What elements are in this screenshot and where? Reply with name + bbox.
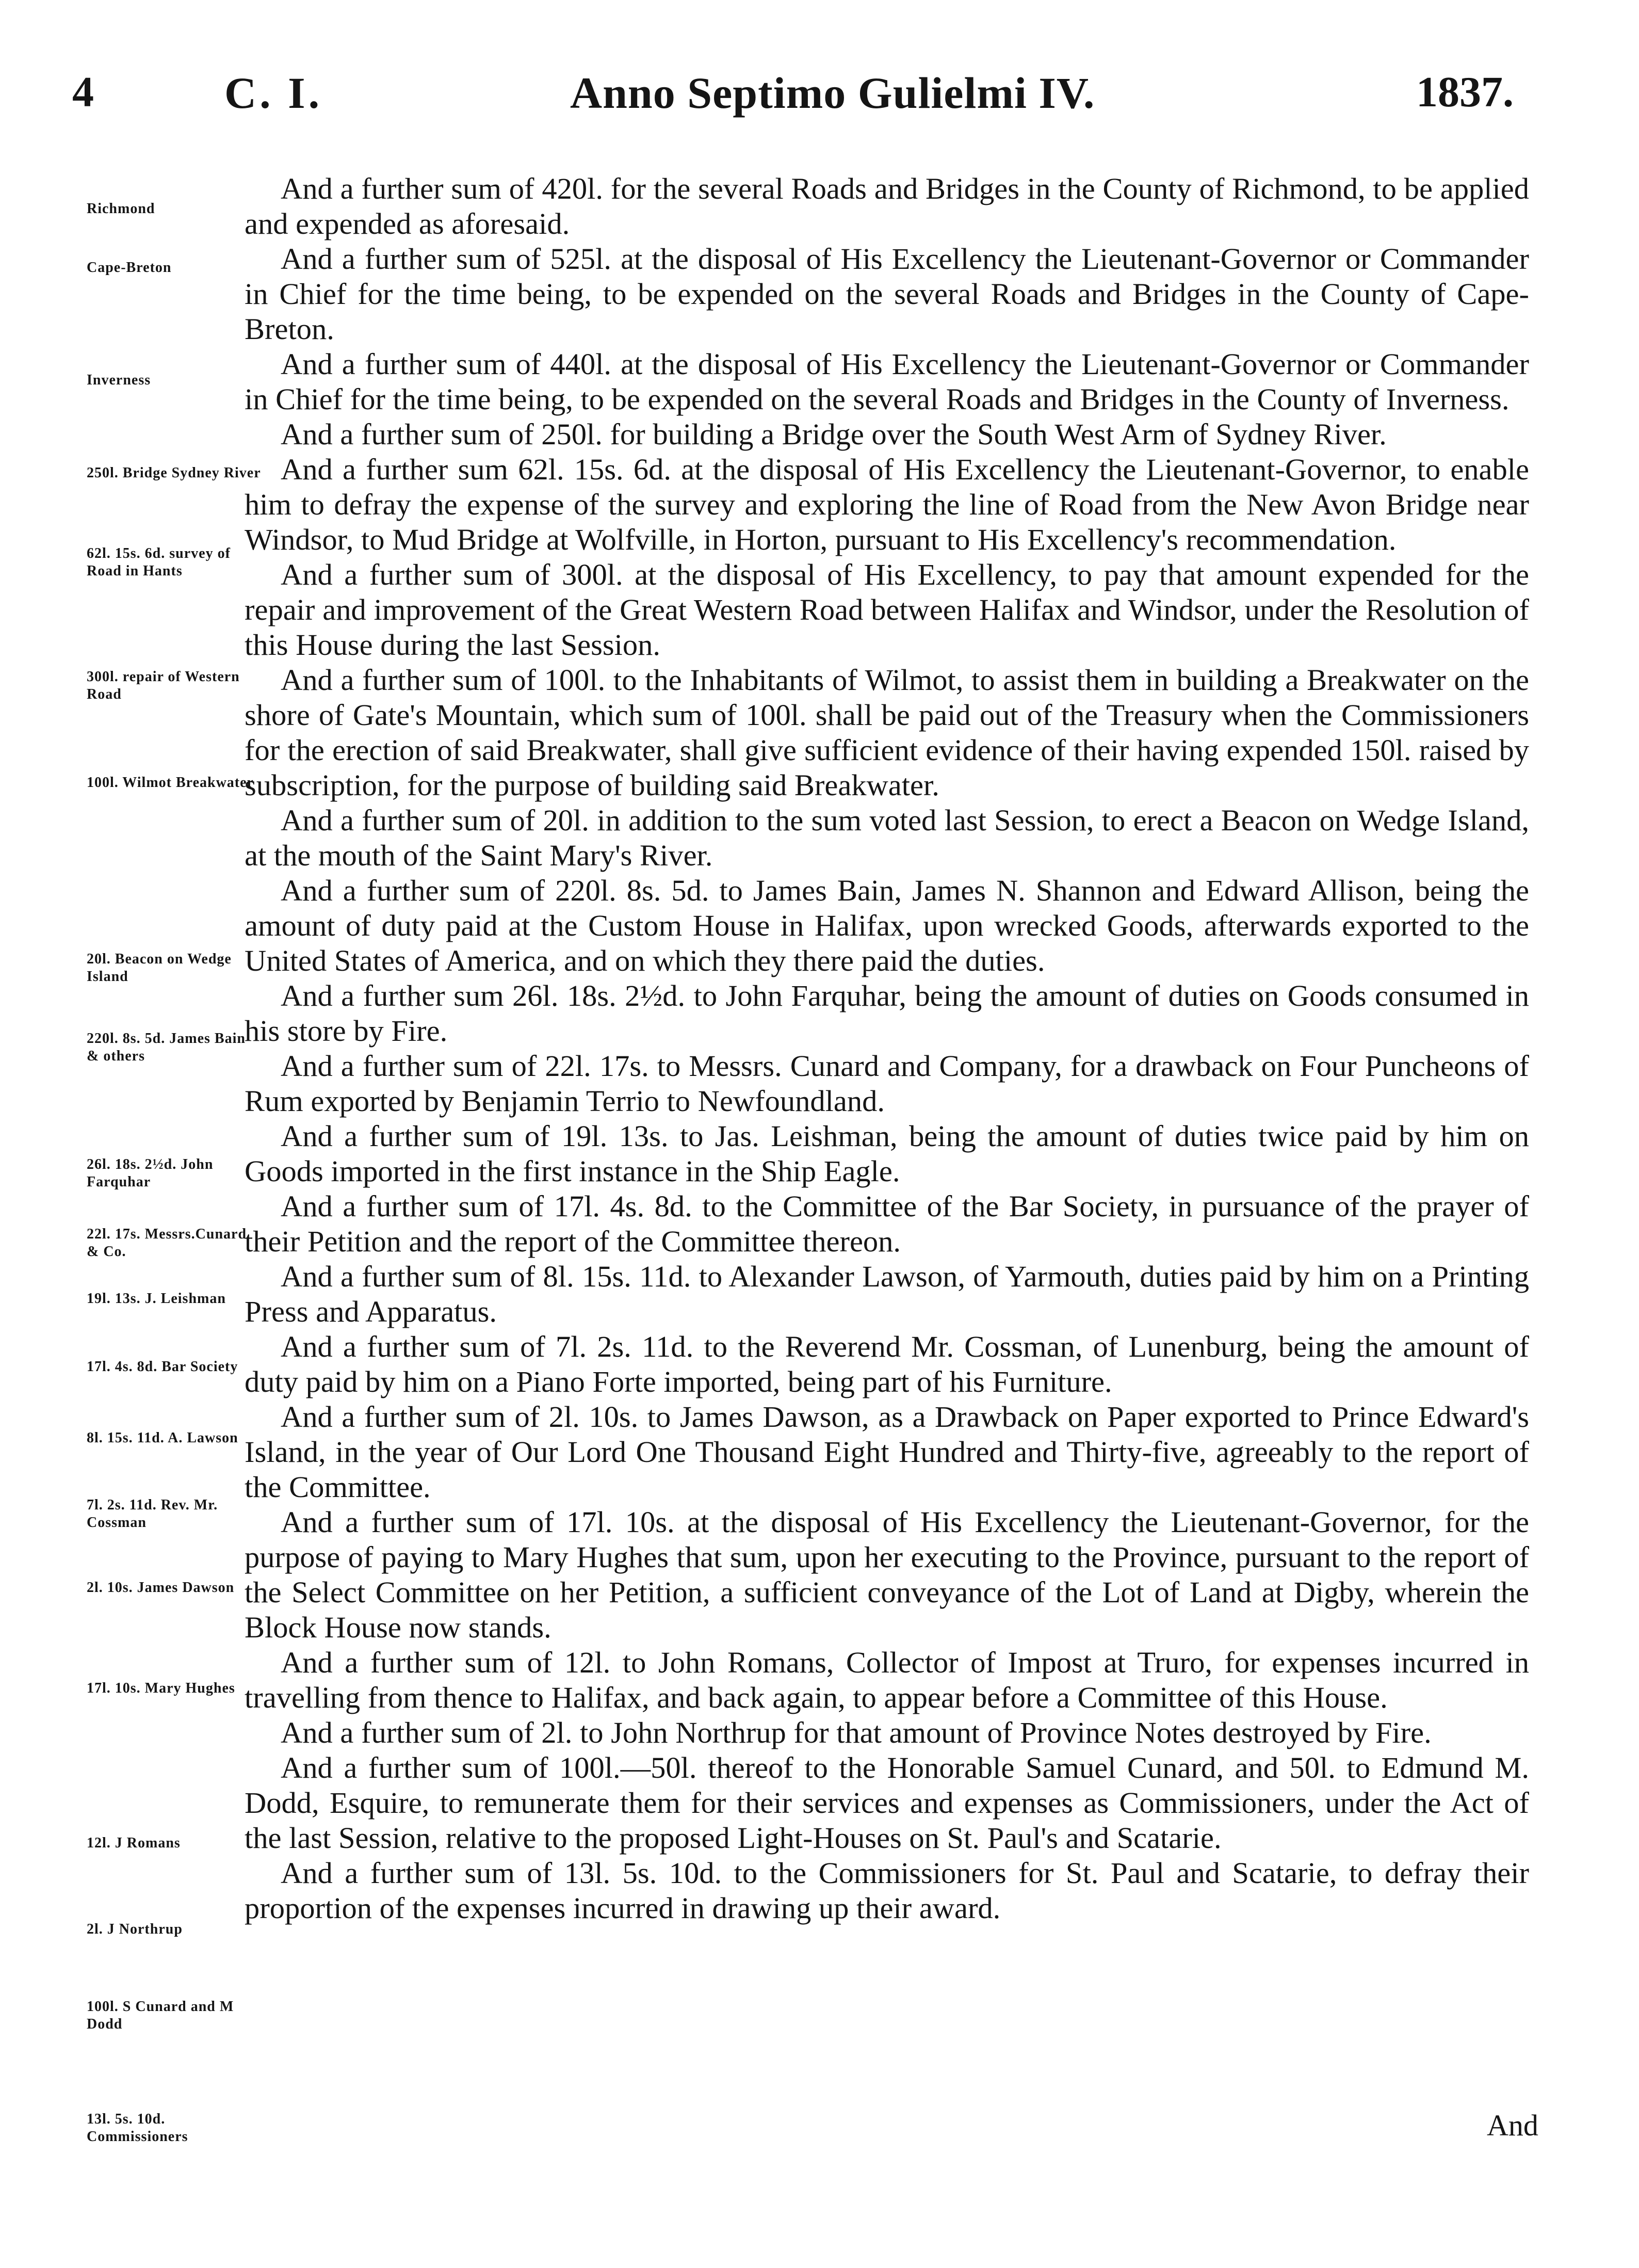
page-header (0, 67, 1639, 134)
paragraph: And a further sum of 2l. to John Northrup for that amount of Province Notes destroyed by Fire. (281, 1716, 1432, 1749)
margin-note: Richmond (87, 201, 155, 217)
margin-note: 300l. repair of Western Road (87, 669, 240, 702)
margin-note: 17l. 4s. 8d. Bar Society (87, 1359, 238, 1375)
page-title: Anno Septimo Gulielmi IV. (570, 68, 1095, 118)
paragraph: And a further sum of 13l. 5s. 10d. to the Commissioners for St. Paul and Scatarie, to defray their proportion of the expenses incurred in drawing up their award. (245, 1856, 1529, 1925)
margin-note: 22l. 17s. Messrs.Cunard & Co. (87, 1226, 247, 1260)
margin-note: 13l. 5s. 10d. Commissioners (87, 2111, 188, 2145)
margin-note: 12l. J Romans (87, 1835, 181, 1851)
paragraph: And a further sum of 17l. 10s. at the disposal of His Excellency the Lieutenant-Governor, for the purpose of paying to Mary Hughes that sum, upon her executing to the Province, pursuant to the report of the Select Committee on her Petition, a sufficient conveyance of the Lot of Land at Digby, wherein the Block House now stands. (245, 1505, 1529, 1644)
paragraph: And a further sum of 220l. 8s. 5d. to James Bain, James N. Shannon and Edward Allison, being the amount of duty paid at the Custom House in Halifax, upon wrecked Goods, afterwards exported to the United States of America, and on which they there paid the duties. (245, 874, 1529, 977)
header-year: 1837. (1416, 68, 1514, 116)
paragraph: And a further sum 62l. 15s. 6d. at the disposal of His Excellency the Lieutenant-Governor, to enable him to defray the expense of the survey and exploring the line of Road from the New Avon Bridge near Windsor, to Mud Bridge at Wolfville, in Horton, pursuant to His Excellency's recommendation. (245, 453, 1529, 556)
margin-note: 100l. Wilmot Breakwater (87, 775, 254, 791)
catchword: And (1487, 2109, 1538, 2142)
paragraph: And a further sum of 19l. 13s. to Jas. Leishman, being the amount of duties twice paid by him on Goods imported in the first instance in the Ship Eagle. (245, 1119, 1529, 1188)
body-text (245, 171, 1529, 1926)
paragraph: And a further sum of 100l.—50l. thereof to the Honorable Samuel Cunard, and 50l. to Edmund M. Dodd, Esquire, to remunerate them for their services and expenses as Commissioners, under the Act of the last Session, relative to the proposed Light-Houses on St. Paul's and Scatarie. (245, 1751, 1529, 1855)
margin-note: 26l. 18s. 2½d. John Farquhar (87, 1156, 214, 1190)
paragraph: And a further sum 26l. 18s. 2½d. to John Farquhar, being the amount of duties on Goods consumed in his store by Fire. (245, 979, 1529, 1048)
paragraph: And a further sum of 525l. at the disposal of His Excellency the Lieutenant-Governor or Commander in Chief for the time being, to be expended on the several Roads and Bridges in the County of Cape-Breton. (245, 242, 1529, 346)
paragraph: And a further sum of 100l. to the Inhabitants of Wilmot, to assist them in building a Breakwater on the shore of Gate's Mountain, which sum of 100l. shall be paid out of the Treasury when the Commissioners for the erection of said Breakwater, shall give sufficient evidence of their having expended 150l. raised by subscription, for the purpose of building said Breakwater. (245, 663, 1529, 802)
paragraph: And a further sum of 440l. at the disposal of His Excellency the Lieutenant-Governor or Commander in Chief for the time being, to be expended on the several Roads and Bridges in the County of Inverness. (245, 347, 1529, 416)
page-number: 4 (72, 68, 94, 116)
margin-note: 8l. 15s. 11d. A. Lawson (87, 1430, 238, 1446)
paragraph: And a further sum of 300l. at the disposal of His Excellency, to pay that amount expended for the repair and improvement of the Great Western Road between Halifax and Windsor, under the Resolution of this House during the last Session. (245, 558, 1529, 662)
paragraph: And a further sum of 20l. in addition to the sum voted last Session, to erect a Beacon on Wedge Island, at the mouth of the Saint Mary's River. (245, 803, 1529, 872)
paragraph: And a further sum of 22l. 17s. to Messrs. Cunard and Company, for a drawback on Four Puncheons of Rum exported by Benjamin Terrio to Newfoundland. (245, 1049, 1529, 1118)
margin-note: Inverness (87, 372, 151, 388)
margin-note: 62l. 15s. 6d. survey of Road in Hants (87, 545, 231, 579)
paragraph: And a further sum of 12l. to John Romans, Collector of Impost at Truro, for expenses incurred in travelling from thence to Halifax, and back again, to appear before a Committee of this House. (245, 1646, 1529, 1714)
margin-note: 20l. Beacon on Wedge Island (87, 951, 232, 985)
paragraph: And a further sum of 250l. for building a Bridge over the South West Arm of Sydney River. (281, 417, 1387, 451)
paragraph: And a further sum of 7l. 2s. 11d. to the Reverend Mr. Cossman, of Lunenburg, being the amount of duty paid by him on a Piano Forte imported, being part of his Furniture. (245, 1330, 1529, 1398)
margin-note: 2l. 10s. James Dawson (87, 1580, 235, 1596)
margin-note: 2l. J Northrup (87, 1921, 183, 1937)
paragraph: And a further sum of 2l. 10s. to James Dawson, as a Drawback on Paper exported to Prince Edward's Island, in the year of Our Lord One Thousand Eight Hundred and Thirty-five, agreeably to the report of the Committee. (245, 1400, 1529, 1504)
margin-note: Cape-Breton (87, 260, 172, 276)
chapter-number: C. I. (224, 68, 323, 118)
margin-note: 100l. S Cunard and M Dodd (87, 1999, 234, 2032)
margin-note: 19l. 13s. J. Leishman (87, 1291, 226, 1307)
paragraph: And a further sum of 8l. 15s. 11d. to Alexander Lawson, of Yarmouth, duties paid by him on a Printing Press and Apparatus. (245, 1260, 1529, 1328)
paragraph: And a further sum of 420l. for the several Roads and Bridges in the County of Richmond, to be applied and expended as aforesaid. (245, 172, 1529, 240)
margin-note: 17l. 10s. Mary Hughes (87, 1680, 235, 1696)
paragraph: And a further sum of 17l. 4s. 8d. to the Committee of the Bar Society, in pursuance of the prayer of their Petition and the report of the Committee thereon. (245, 1189, 1529, 1258)
margin-note: 220l. 8s. 5d. James Bain & others (87, 1031, 246, 1064)
margin-note: 250l. Bridge Sydney River (87, 465, 261, 481)
margin-note: 7l. 2s. 11d. Rev. Mr. Cossman (87, 1497, 218, 1531)
